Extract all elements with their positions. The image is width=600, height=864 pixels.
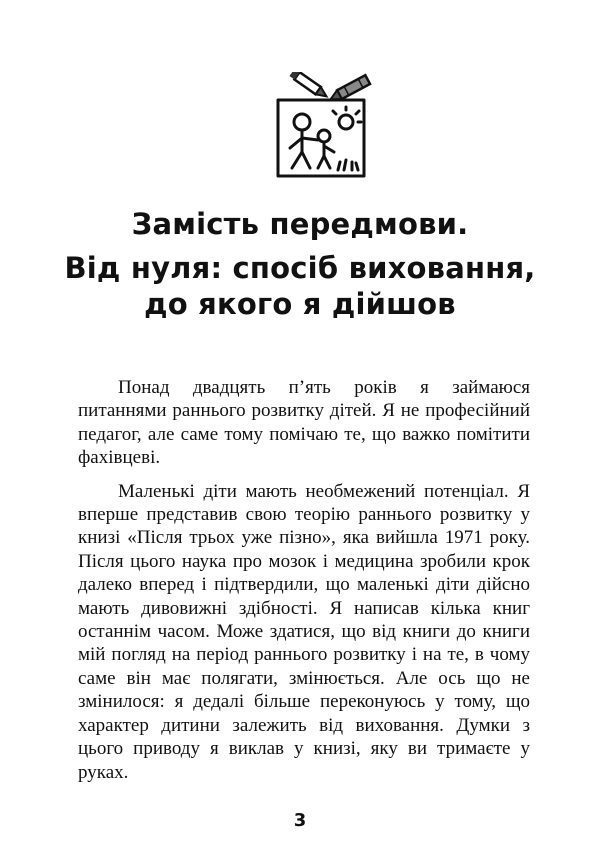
pencil-icon (289, 72, 329, 100)
chapter-title-line-2: Від нуля: спосіб виховання, (64, 251, 536, 285)
sun (339, 115, 353, 129)
page-number: 3 (293, 810, 307, 831)
chapter-title-line-3: до якого я дійшов (144, 287, 456, 321)
paragraph-1: Понад двадцять п’ять років я займаюся питаннями раннього розвитку дітей. Я не професійний педагог, але саме тому помічаю те, що важко помітити фахівцеві. (78, 377, 530, 469)
chapter-title-line-1: Замість передмови. (131, 207, 469, 241)
paragraph-2: Маленькі діти мають необмежений потенціал. Я вперше представив свою теорію раннього розвитку у книзі «Після трьох уже пізно», яка вийшла 1971 року. Після цього наука про мозок і медицина зробили крок далеко вперед і підтвердили, що маленькі діти дійсно мають дивовижні здібності. Я написав кілька книг останнім часом. Може здатися, що від книги до книги мій погляд на період раннього розвитку і на те, в чому саме він має полягати, змінюється. Але ось що не змінилося: я дедалі більше переконуюсь у тому, що характер дитини залежить від виховання. Думки з цього приводу я виклав у книзі, яку ви тримаєте у руках. (78, 480, 530, 783)
body-text (78, 376, 530, 794)
adult-head (294, 114, 310, 130)
child-drawing-illustration (272, 72, 382, 182)
child-head (318, 130, 330, 142)
